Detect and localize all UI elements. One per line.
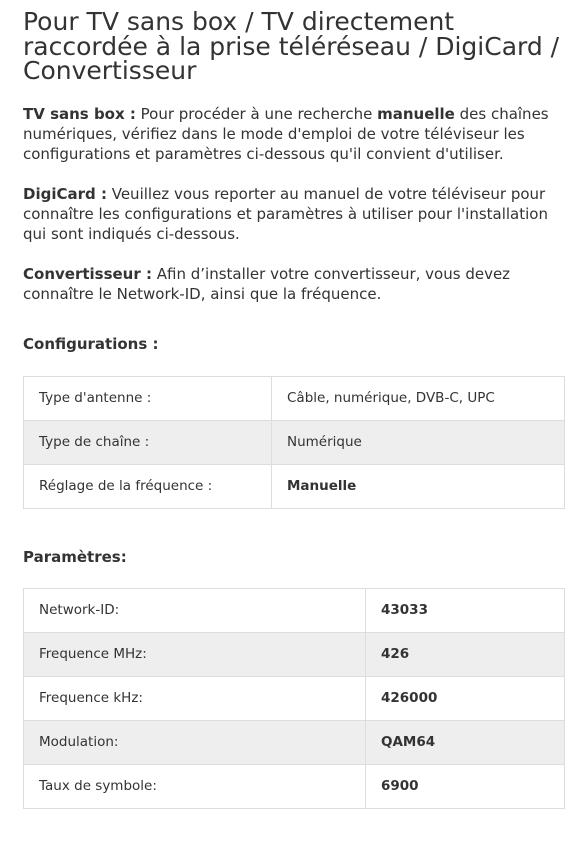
param-value: 43033 xyxy=(366,588,565,632)
text-convertisseur: Afin d’installer votre convertisseur, vous devez connaître le Network-ID, ainsi que la fréquence. xyxy=(23,264,511,303)
table-row xyxy=(24,764,565,808)
param-label: Modulation: xyxy=(24,720,366,764)
text-tv-part1: Pour procéder à une recherche xyxy=(135,104,378,123)
text-digicard: Veuillez vous reporter au manuel de votre téléviseur pour connaître les configurations et paramètres à utiliser pour l'installation qui sont indiqués ci-dessous. xyxy=(23,184,548,243)
table-row xyxy=(24,588,565,632)
table-row xyxy=(24,464,565,508)
table-row xyxy=(24,376,565,420)
config-label: Réglage de la fréquence : xyxy=(24,464,272,508)
param-value: 6900 xyxy=(366,764,565,808)
param-value: QAM64 xyxy=(366,720,565,764)
table-row xyxy=(24,632,565,676)
table-row xyxy=(24,720,565,764)
page-title: Pour TV sans box / TV directement raccordée à la prise téléréseau / DigiCard / Convertisseur xyxy=(23,7,560,85)
configurations-table xyxy=(23,376,565,509)
page-content xyxy=(0,7,579,809)
label-convertisseur: Convertisseur : xyxy=(23,264,152,283)
param-label: Frequence MHz: xyxy=(24,632,366,676)
paragraph-convertisseur xyxy=(23,264,565,304)
paragraph-digicard xyxy=(23,184,565,244)
label-digicard: DigiCard : xyxy=(23,184,107,203)
param-label: Taux de symbole: xyxy=(24,764,366,808)
config-value: Manuelle xyxy=(272,464,565,508)
table-row xyxy=(24,420,565,464)
text-tv-part2: des chaînes numériques, vérifiez dans le mode d'emploi de votre téléviseur les configurations et paramètres ci-dessous qu'il convient d'utiliser. xyxy=(23,104,549,163)
config-label: Type d'antenne : xyxy=(24,376,272,420)
table-row xyxy=(24,676,565,720)
param-label: Frequence kHz: xyxy=(24,676,366,720)
parametres-table xyxy=(23,588,565,809)
param-value: 426000 xyxy=(366,676,565,720)
text-tv-bold: manuelle xyxy=(377,104,455,123)
config-value: Numérique xyxy=(272,420,565,464)
parametres-heading: Paramètres: xyxy=(23,547,127,566)
configurations-heading: Configurations : xyxy=(23,334,159,353)
paragraph-tv-sans-box xyxy=(23,104,565,164)
label-tv-sans-box: TV sans box : xyxy=(23,104,136,123)
config-label: Type de chaîne : xyxy=(24,420,272,464)
param-label: Network-ID: xyxy=(24,588,366,632)
config-value: Câble, numérique, DVB-C, UPC xyxy=(272,376,565,420)
param-value: 426 xyxy=(366,632,565,676)
